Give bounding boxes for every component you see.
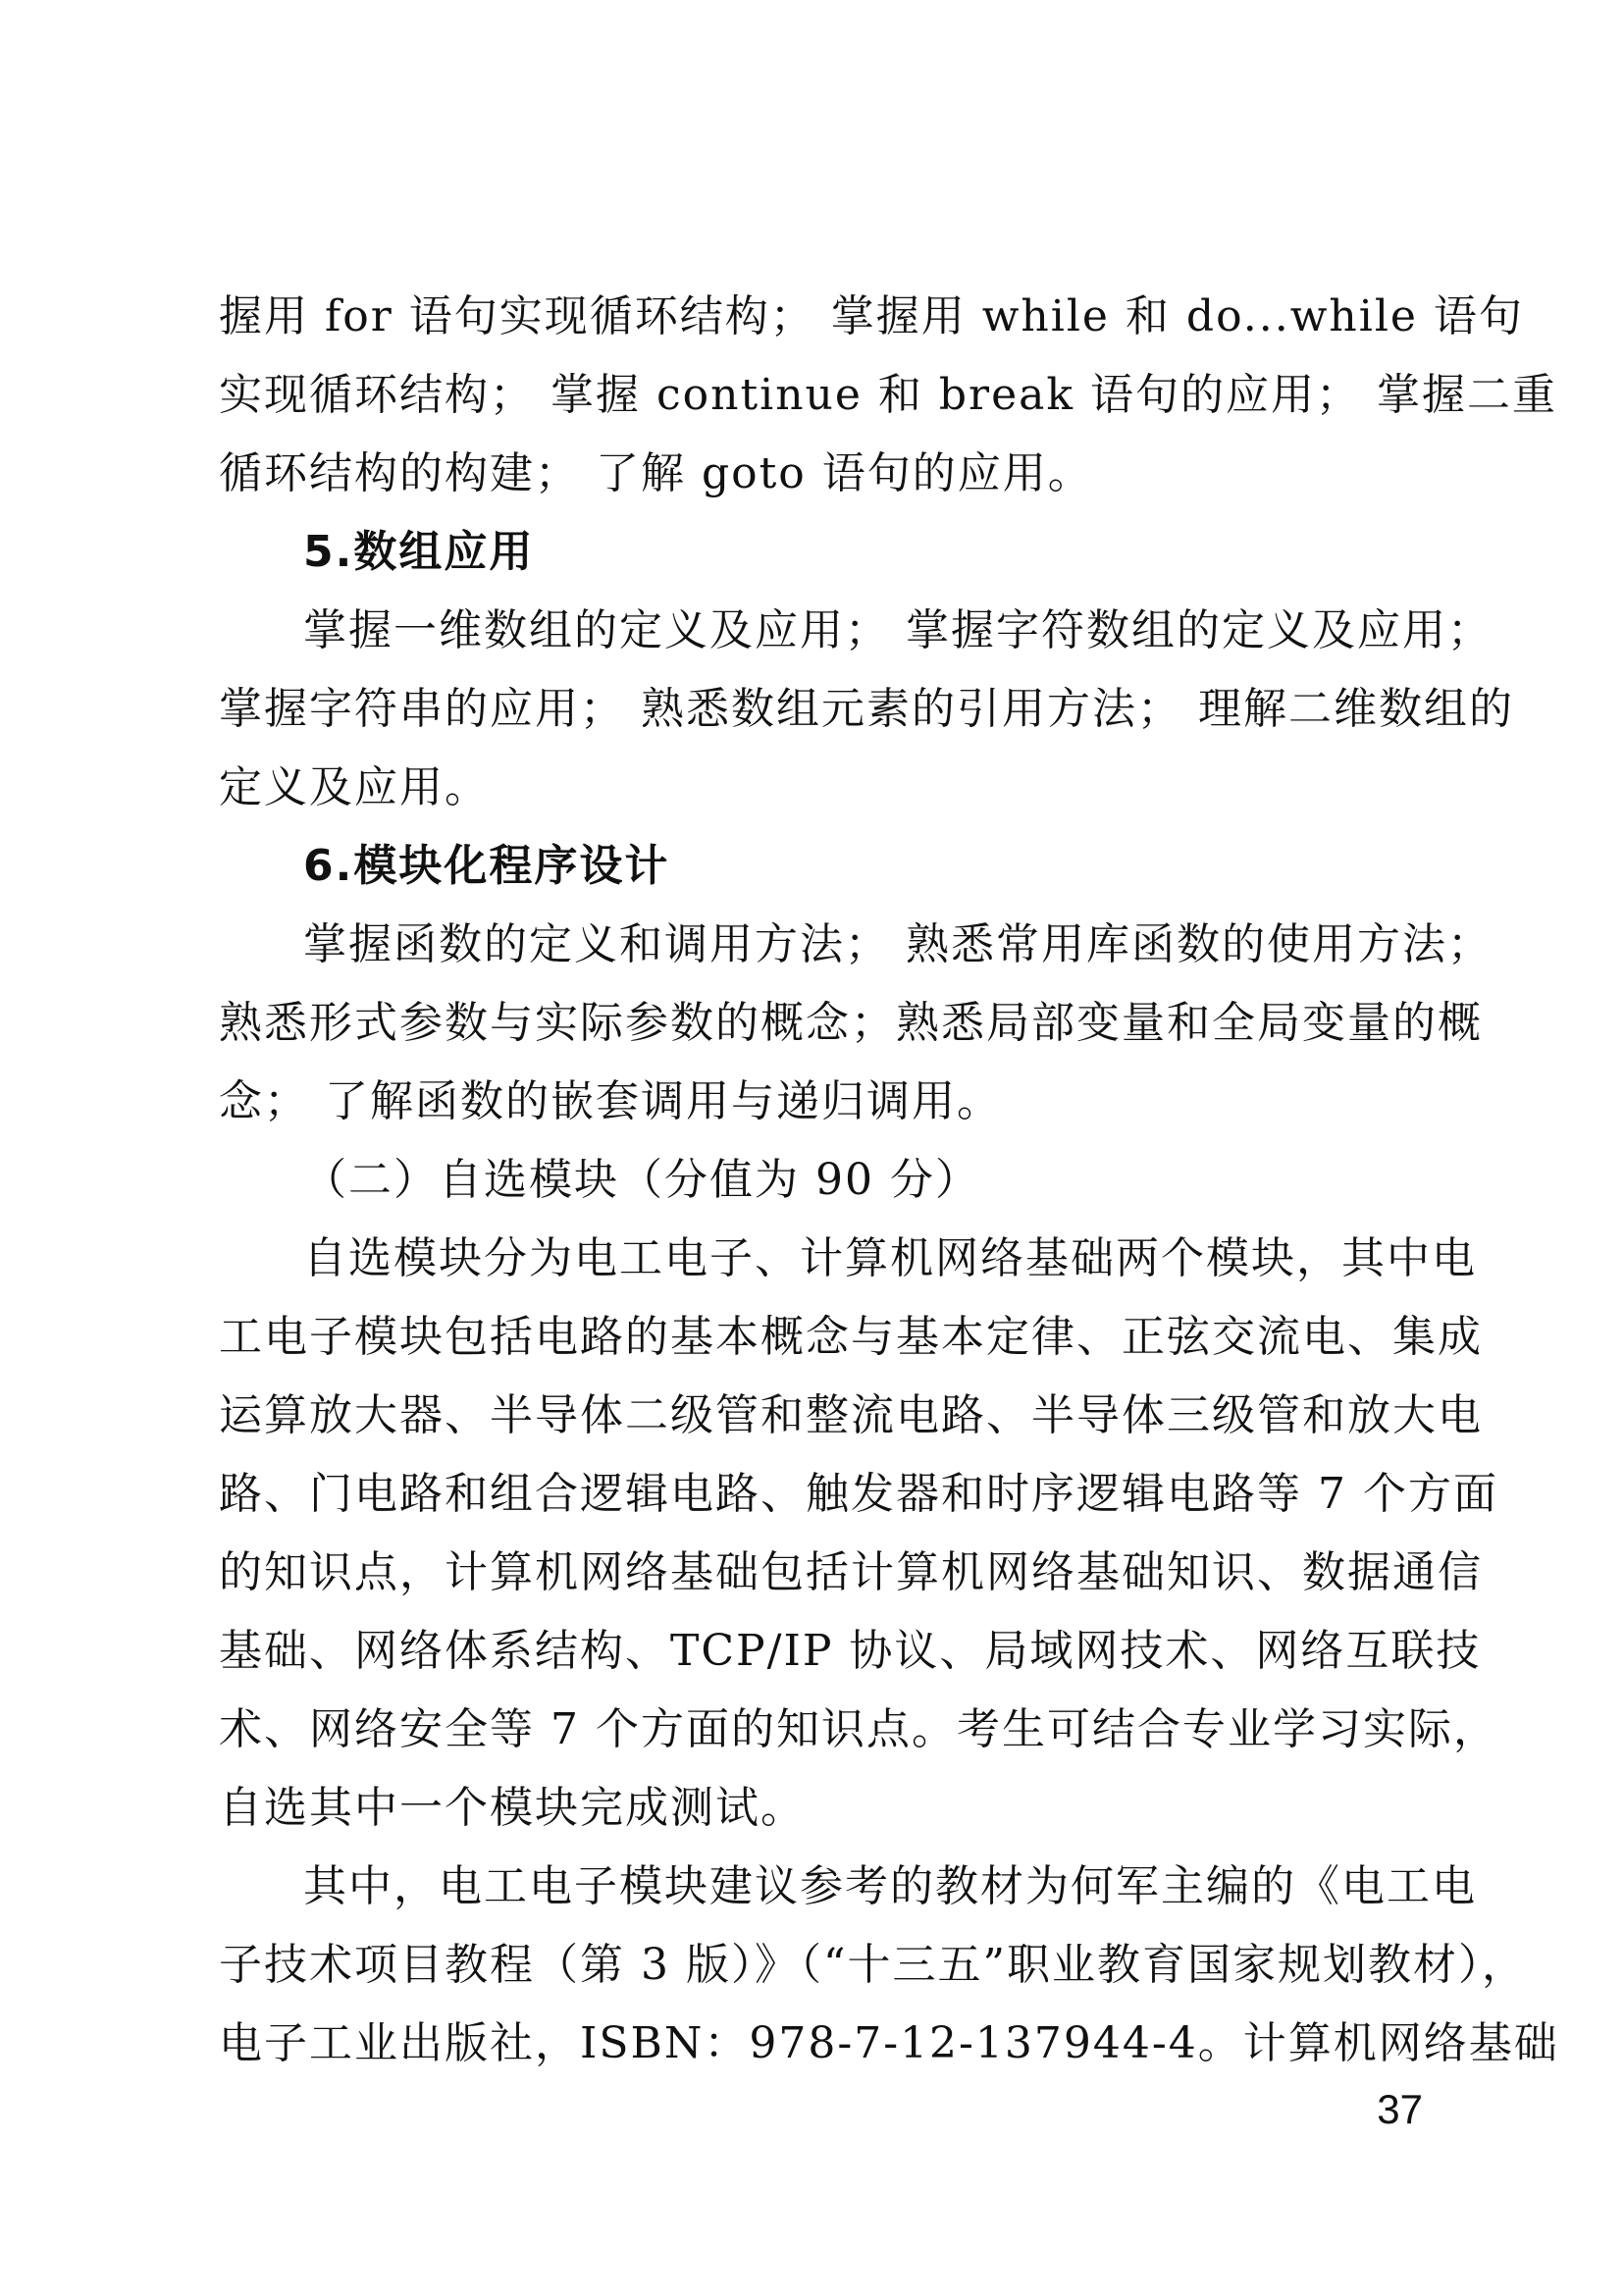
text-line: 熟悉形式参数与实际参数的概念；熟悉局部变量和全局变量的概 <box>219 998 1483 1048</box>
section-heading-modular: 6.模块化程序设计 <box>303 841 670 891</box>
text-line: 自选其中一个模块完成测试。 <box>219 1783 806 1833</box>
section-heading-array: 5.数组应用 <box>303 527 535 577</box>
text-line: 实现循环结构； 掌握 continue 和 break 语句的应用； 掌握二重 <box>219 370 1557 420</box>
text-line: 自选模块分为电工电子、计算机网络基础两个模块，其中电 <box>303 1233 1477 1283</box>
text-line: 掌握一维数组的定义及应用； 掌握字符数组的定义及应用； <box>303 605 1493 655</box>
text-line: 基础、网络体系结构、TCP/IP 协议、局域网技术、网络互联技 <box>219 1626 1482 1676</box>
text-line: 电子工业出版社，ISBN：978-7-12-137944-4。计算机网络基础 <box>219 2018 1559 2068</box>
text-line: 循环结构的构建； 了解 goto 语句的应用。 <box>219 448 1093 498</box>
text-line: 握用 for 语句实现循环结构； 掌握用 while 和 do...while 语句 <box>219 291 1524 341</box>
text-line: 术、网络安全等 7 个方面的知识点。考生可结合专业学习实际， <box>219 1704 1498 1754</box>
text-line: 掌握字符串的应用； 熟悉数组元素的引用方法； 理解二维数组的 <box>219 684 1514 734</box>
text-line: 其中，电工电子模块建议参考的教材为何军主编的《电工电 <box>303 1861 1477 1911</box>
text-line: 运算放大器、半导体二级管和整流电路、半导体三级管和放大电 <box>219 1390 1483 1440</box>
text-line: 掌握函数的定义和调用方法； 熟悉常用库函数的使用方法； <box>303 919 1493 969</box>
text-line: 路、门电路和组合逻辑电路、触发器和时序逻辑电路等 7 个方面 <box>219 1469 1498 1519</box>
text-line: 念； 了解函数的嵌套调用与递归调用。 <box>219 1076 1002 1126</box>
text-line: 子技术项目教程（第 3 版）》（“十三五”职业教育国家规划教材）， <box>219 1940 1527 1990</box>
subsection-heading-elective: （二）自选模块（分值为 90 分） <box>303 1155 980 1205</box>
text-line: 的知识点，计算机网络基础包括计算机网络基础知识、数据通信 <box>219 1547 1483 1597</box>
text-line: 定义及应用。 <box>219 762 490 812</box>
text-line: 工电子模块包括电路的基本概念与基本定律、正弦交流电、集成 <box>219 1312 1483 1362</box>
page-number: 37 <box>1377 2086 1423 2132</box>
